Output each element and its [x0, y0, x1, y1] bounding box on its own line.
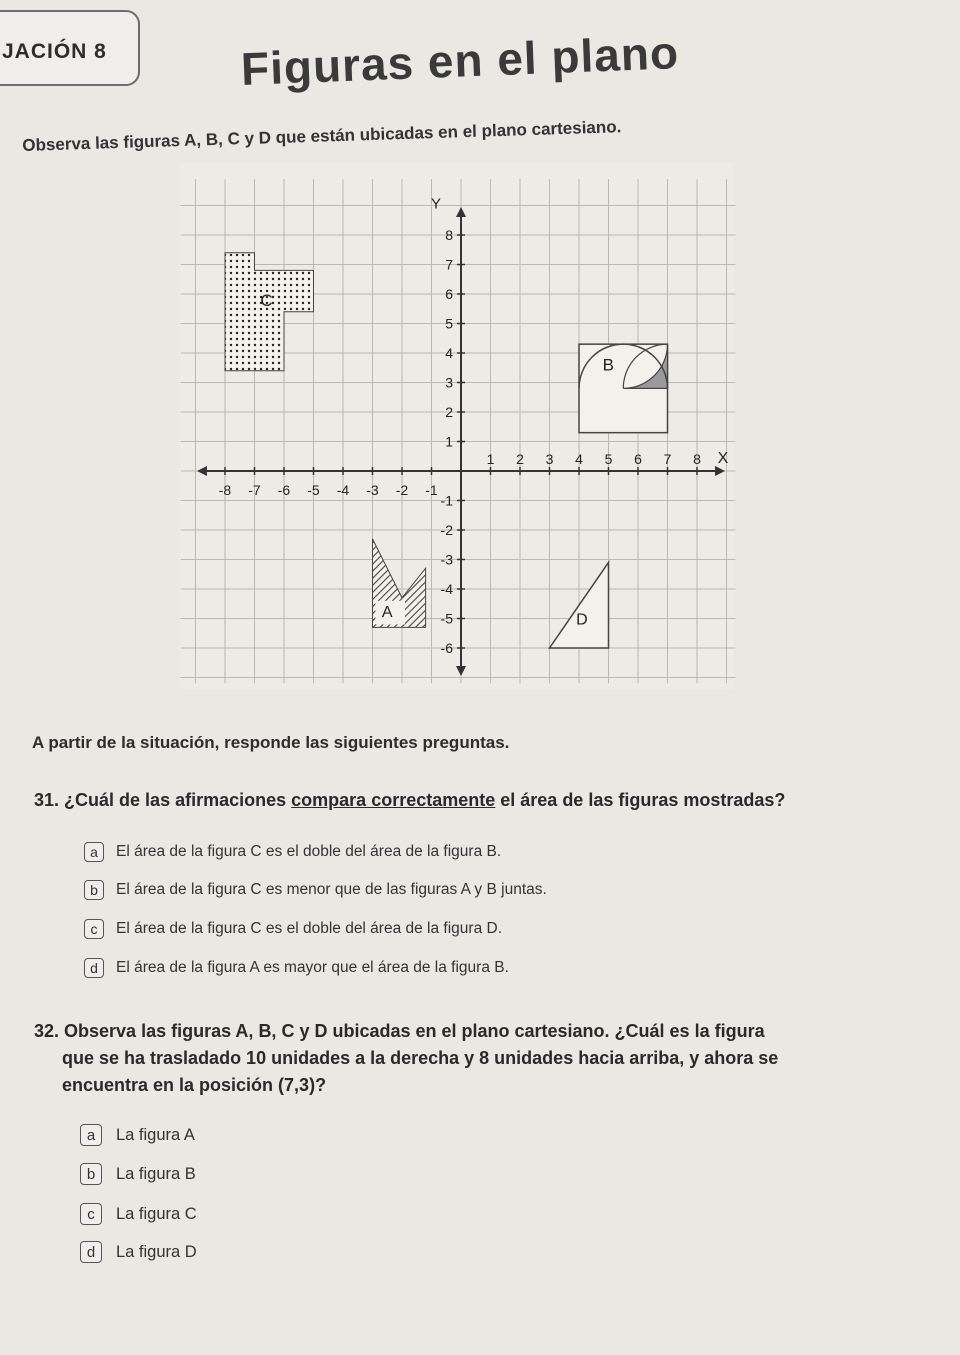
y-tick-label: -2: [440, 522, 453, 538]
y-tick-label: -4: [440, 581, 453, 597]
x-tick-label: -4: [336, 482, 350, 498]
prompt-text: A partir de la situación, responde las siguientes preguntas.: [32, 733, 510, 752]
y-tick-label: 8: [445, 227, 453, 243]
q31-option-b-text: El área de la figura C es menor que de las figuras A y B juntas.: [116, 881, 547, 898]
intro-text: Observa las figuras A, B, C y D que están ubicadas en el plano cartesiano.: [22, 117, 622, 155]
q31-option-b-letter: b: [84, 880, 104, 900]
q32-option-b-text: La figura B: [116, 1164, 196, 1183]
q31-option-d-text: El área de la figura A es mayor que el área de la figura B.: [116, 959, 509, 976]
x-tick-label: -5: [307, 482, 320, 498]
x-axis-label: X: [717, 450, 729, 467]
y-tick-label: 3: [445, 374, 453, 391]
x-tick-label: 3: [545, 451, 554, 467]
figure-b-label: B: [602, 355, 614, 375]
figure-d-label: D: [576, 611, 588, 629]
q31-option-a[interactable]: [84, 842, 501, 862]
x-tick-label: 7: [663, 451, 672, 467]
figure-c-label: C: [260, 290, 273, 310]
y-tick-label: 5: [445, 315, 453, 332]
q32-option-b-letter: b: [80, 1163, 102, 1185]
q32-option-a-letter: a: [80, 1124, 102, 1146]
x-tick-label: 2: [516, 451, 524, 467]
y-tick-label: -6: [440, 640, 453, 656]
q31-option-c-letter: c: [84, 919, 104, 939]
x-tick-label: 5: [604, 451, 613, 467]
q32-option-b[interactable]: [80, 1163, 196, 1185]
y-tick-label: 4: [445, 345, 453, 361]
x-tick-label: -6: [277, 482, 291, 498]
q31-text-underlined: compara correctamente: [291, 790, 496, 810]
y-tick-label: -5: [440, 610, 453, 627]
y-tick-label: 6: [445, 286, 453, 302]
y-axis-label: Y: [431, 195, 442, 213]
q31-option-c-text: El área de la figura C es el doble del área de la figura D.: [116, 920, 503, 937]
q32-option-a-text: La figura A: [116, 1125, 195, 1144]
figure-a-label: A: [381, 604, 393, 622]
q31-text-after: el área de las figuras mostradas?: [500, 790, 786, 810]
x-tick-label: -7: [248, 482, 261, 498]
situacion-tab: [0, 10, 140, 86]
q31-option-d[interactable]: [84, 958, 509, 978]
cartesian-plane: [180, 162, 750, 702]
q32-option-d-text: La figura D: [116, 1242, 197, 1261]
x-tick-label: 8: [693, 451, 701, 467]
q32-line-1: 32. Observa las figuras A, B, C y D ubicadas en el plano cartesiano. ¿Cuál es la figura: [34, 1021, 765, 1041]
x-tick-label: -1: [425, 482, 438, 498]
y-tick-label: -1: [440, 492, 453, 509]
q32-option-c-text: La figura C: [116, 1204, 197, 1223]
y-tick-label: 1: [445, 433, 453, 450]
question-32: [34, 1018, 778, 1099]
q31-option-c[interactable]: [84, 919, 502, 939]
q32-option-c-letter: c: [80, 1203, 102, 1225]
x-tick-label: 1: [486, 451, 495, 467]
q32-line-3: encuentra en la posición (7,3)?: [62, 1075, 327, 1095]
q32-option-d[interactable]: [80, 1241, 197, 1263]
q31-option-b[interactable]: [84, 880, 547, 900]
y-tick-label: -3: [440, 551, 453, 568]
y-tick-label: 7: [445, 256, 453, 273]
q31-option-a-letter: a: [84, 842, 104, 862]
x-tick-label: -3: [366, 482, 379, 498]
x-tick-label: 6: [634, 451, 642, 467]
q31-option-d-letter: d: [84, 958, 104, 978]
y-tick-label: 2: [445, 404, 453, 420]
q31-text-before: ¿Cuál de las afirmaciones: [64, 790, 287, 810]
question-31: [34, 787, 785, 814]
q32-option-d-letter: d: [80, 1241, 102, 1263]
q31-option-a-text: El área de la figura C es el doble del área de la figura B.: [116, 843, 502, 860]
x-tick-label: -8: [218, 482, 232, 498]
q32-option-c[interactable]: [80, 1203, 197, 1225]
q31-number: 31.: [34, 790, 60, 810]
x-tick-label: 4: [575, 451, 583, 467]
page-title: Figuras en el plano: [240, 26, 680, 95]
situacion-label: JACIÓN 8: [2, 40, 107, 63]
x-tick-label: -2: [395, 482, 409, 498]
q32-option-a[interactable]: [80, 1124, 195, 1146]
q32-line-2: que se ha trasladado 10 unidades a la derecha y 8 unidades hacia arriba, y ahora se: [62, 1048, 779, 1068]
